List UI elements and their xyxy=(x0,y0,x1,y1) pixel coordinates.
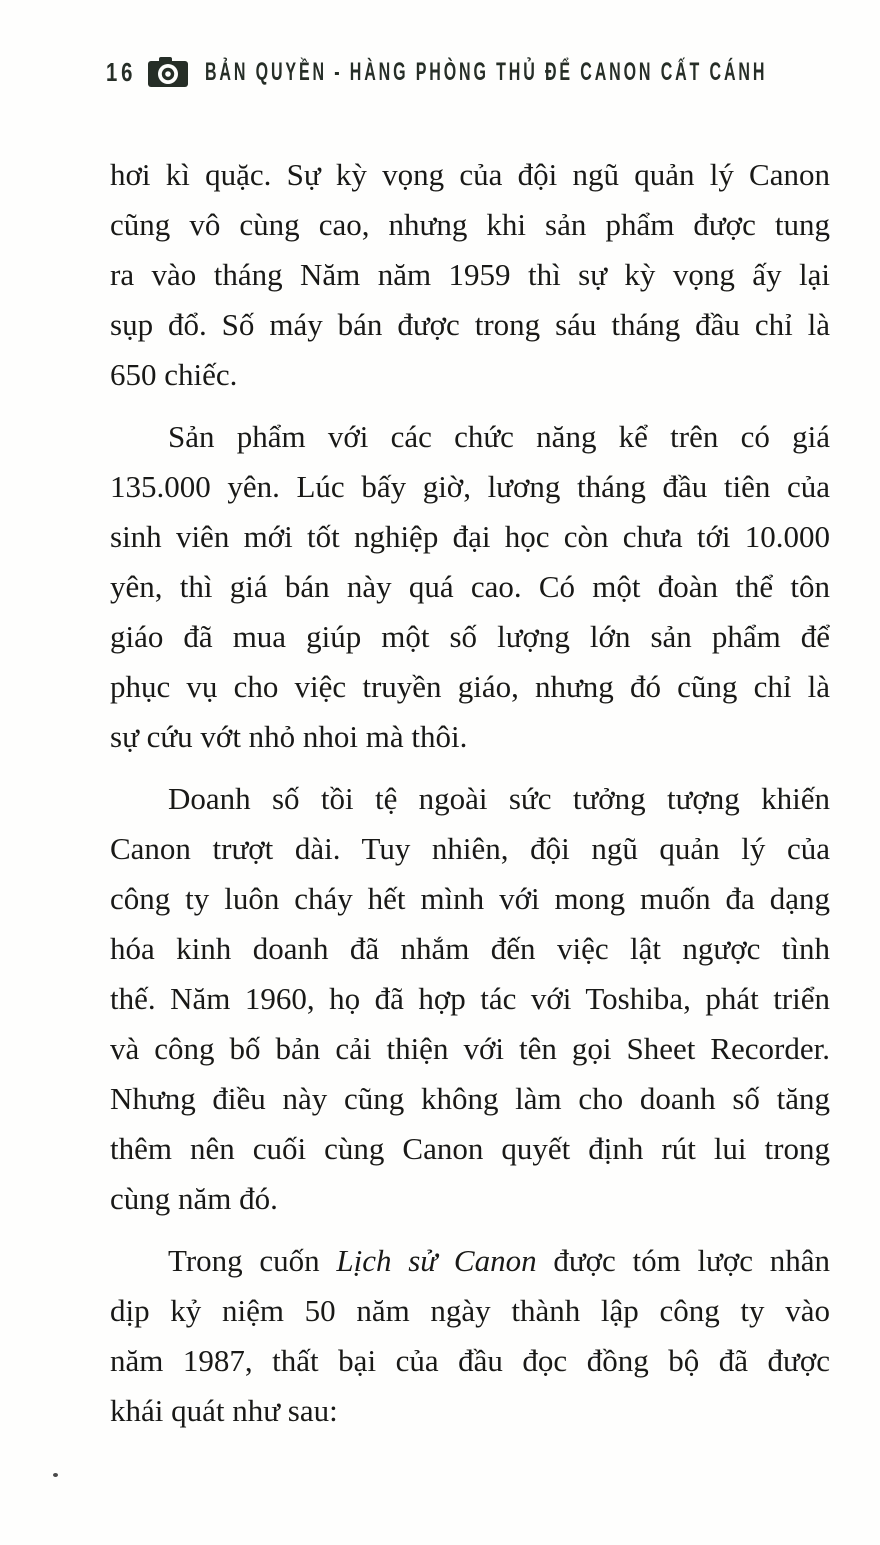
page-body xyxy=(110,150,830,1436)
text-line xyxy=(110,512,830,562)
paragraph xyxy=(110,1236,830,1436)
text-line xyxy=(110,924,830,974)
text-segment: Canon trượt dài. Tuy nhiên, đội ngũ quản lý của xyxy=(110,831,830,866)
text-segment: cùng năm đó. xyxy=(110,1181,278,1216)
text-segment: sụp đổ. Số máy bán được trong sáu tháng đầu chỉ là xyxy=(110,307,830,342)
text-segment: Nhưng điều này cũng không làm cho doanh số tăng xyxy=(110,1081,830,1116)
camera-icon xyxy=(147,56,189,88)
text-line xyxy=(110,1024,830,1074)
text-segment: dịp kỷ niệm 50 năm ngày thành lập công ty vào xyxy=(110,1293,830,1328)
text-segment: giáo đã mua giúp một số lượng lớn sản phẩm để xyxy=(110,619,830,654)
text-segment: Doanh số tồi tệ ngoài sức tưởng tượng khiến xyxy=(168,781,830,816)
paragraph xyxy=(110,774,830,1224)
text-line xyxy=(110,612,830,662)
text-line xyxy=(110,874,830,924)
text-segment: 650 chiếc. xyxy=(110,357,238,392)
text-segment: Sản phẩm với các chức năng kể trên có giá xyxy=(168,419,830,454)
text-segment: thế. Năm 1960, họ đã hợp tác với Toshiba, phát triển xyxy=(110,981,830,1016)
text-line xyxy=(110,250,830,300)
text-segment: công ty luôn cháy hết mình với mong muốn đa dạng xyxy=(110,881,830,916)
page-header xyxy=(106,52,880,92)
text-line xyxy=(110,1286,830,1336)
print-speck-dot xyxy=(53,1473,58,1477)
text-line xyxy=(110,300,830,350)
text-line xyxy=(110,562,830,612)
text-line xyxy=(110,1074,830,1124)
paragraph xyxy=(110,412,830,762)
text-segment: năm 1987, thất bại của đầu đọc đồng bộ đã được xyxy=(110,1343,830,1378)
text-line xyxy=(110,1236,830,1286)
text-line xyxy=(110,412,830,462)
text-segment: ra vào tháng Năm năm 1959 thì sự kỳ vọng ấy lại xyxy=(110,257,830,292)
text-segment: cũng vô cùng cao, nhưng khi sản phẩm được tung xyxy=(110,207,830,242)
text-line xyxy=(110,774,830,824)
text-segment: 135.000 yên. Lúc bấy giờ, lương tháng đầu tiên của xyxy=(110,469,830,504)
text-line xyxy=(110,200,830,250)
page-number: 16 xyxy=(106,56,137,87)
text-segment: được tóm lược nhân xyxy=(536,1243,830,1278)
text-line xyxy=(110,150,830,200)
text-segment: sự cứu vớt nhỏ nhoi mà thôi. xyxy=(110,719,468,754)
text-segment: hóa kinh doanh đã nhắm đến việc lật ngược tình xyxy=(110,931,830,966)
text-segment: sinh viên mới tốt nghiệp đại học còn chưa tới 10.000 xyxy=(110,519,830,554)
text-segment: Trong cuốn xyxy=(168,1243,337,1278)
text-segment: và công bố bản cải thiện với tên gọi Sheet Recorder. xyxy=(110,1031,830,1066)
text-segment: hơi kì quặc. Sự kỳ vọng của đội ngũ quản lý Canon xyxy=(110,157,830,192)
text-segment: phục vụ cho việc truyền giáo, nhưng đó cũng chỉ là xyxy=(110,669,830,704)
paragraph xyxy=(110,150,830,400)
text-line xyxy=(110,1124,830,1174)
chapter-title: BẢN QUYỀN - HÀNG PHÒNG THỦ ĐỂ CANON CẤT CÁNH xyxy=(204,57,768,86)
italic-book-title: Lịch sử Canon xyxy=(336,1243,537,1278)
text-line xyxy=(110,1386,830,1436)
text-line xyxy=(110,974,830,1024)
text-line xyxy=(110,824,830,874)
text-segment: khái quát như sau: xyxy=(110,1393,338,1428)
text-line xyxy=(110,1336,830,1386)
text-line xyxy=(110,712,830,762)
text-line xyxy=(110,1174,830,1224)
text-segment: yên, thì giá bán này quá cao. Có một đoàn thể tôn xyxy=(110,569,830,604)
text-line xyxy=(110,350,830,400)
text-line xyxy=(110,462,830,512)
text-segment: thêm nên cuối cùng Canon quyết định rút lui trong xyxy=(110,1131,830,1166)
text-line xyxy=(110,662,830,712)
